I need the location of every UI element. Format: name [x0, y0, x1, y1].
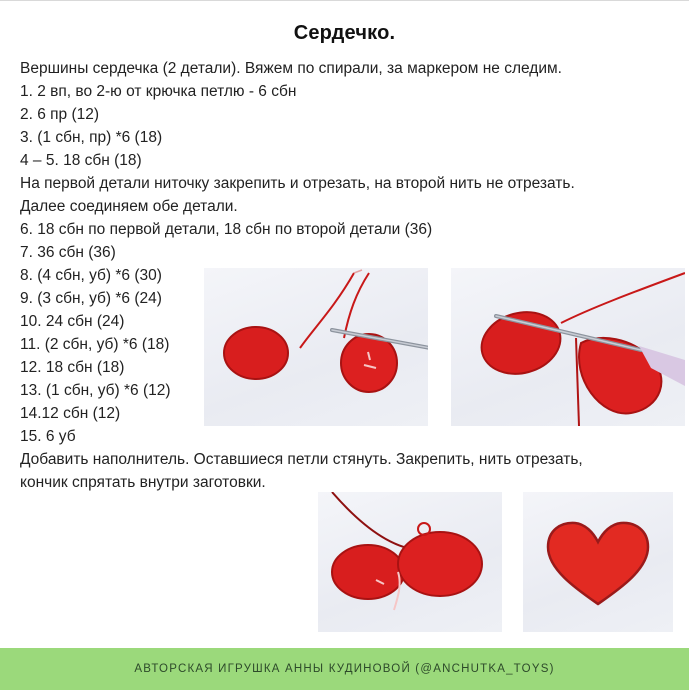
two-heart-tops-photo	[204, 268, 428, 426]
instruction-line: На первой детали ниточку закрепить и отрезать, на второй нить не отрезать.	[20, 175, 575, 192]
instruction-line: 10. 24 сбн (24)	[20, 313, 125, 330]
instruction-line: 13. (1 сбн, уб) *6 (12)	[20, 382, 171, 399]
instruction-line: Вершины сердечка (2 детали). Вяжем по спирали, за маркером не следим.	[20, 60, 562, 77]
crochet-pieces-illustration	[318, 492, 502, 632]
instruction-line: 4 – 5. 18 сбн (18)	[20, 152, 142, 169]
top-divider	[0, 0, 689, 1]
instruction-line: 8. (4 сбн, уб) *6 (30)	[20, 267, 162, 284]
finished-heart-photo	[523, 492, 673, 632]
joined-tops-photo	[318, 492, 502, 632]
instruction-line: Далее соединяем обе детали.	[20, 198, 238, 215]
instruction-line: 1. 2 вп, во 2-ю от крючка петлю - 6 сбн	[20, 83, 297, 100]
instruction-line: 3. (1 сбн, пр) *6 (18)	[20, 129, 163, 146]
instruction-line: 15. 6 уб	[20, 428, 76, 445]
instruction-line: 6. 18 сбн по первой детали, 18 сбн по второй детали (36)	[20, 221, 433, 238]
instruction-line: Добавить наполнитель. Оставшиеся петли стянуть. Закрепить, нить отрезать,	[20, 451, 583, 468]
author-credit-footer	[0, 648, 689, 690]
author-credit: АВТОРСКАЯ ИГРУШКА АННЫ КУДИНОВОЙ (@ANCHUTKA_TOYS)	[134, 663, 555, 675]
instruction-line: 2. 6 пр (12)	[20, 106, 100, 123]
instruction-line: 14.12 сбн (12)	[20, 405, 121, 422]
heart-illustration	[523, 492, 673, 632]
crochet-pieces-illustration	[204, 268, 428, 426]
crochet-pieces-illustration	[451, 268, 685, 426]
instruction-line: 9. (3 сбн, уб) *6 (24)	[20, 290, 162, 307]
joining-tops-photo	[451, 268, 685, 426]
instruction-line: кончик спрятать внутри заготовки.	[20, 474, 266, 491]
instruction-line: 12. 18 сбн (18)	[20, 359, 125, 376]
page-title: Сердечко.	[293, 22, 396, 44]
instruction-line: 7. 36 сбн (36)	[20, 244, 116, 261]
instruction-line: 11. (2 сбн, уб) *6 (18)	[20, 336, 170, 353]
